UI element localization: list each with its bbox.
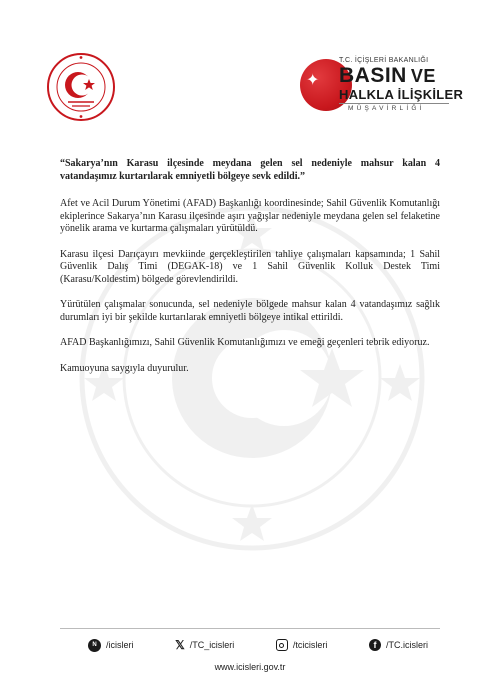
logo-star-icon: ✦ [306, 70, 320, 89]
social-handle: /tcicisleri [292, 640, 328, 650]
logo-title [339, 64, 436, 88]
nsosyal-icon: N [88, 639, 101, 652]
logo-ministry-text: T.C. İÇİŞLERİ BAKANLIĞI [339, 57, 429, 64]
social-instagram[interactable] [276, 639, 328, 651]
social-handle: /icisleri [106, 640, 134, 650]
logo-musavirligi: MÜŞAVİRLİĞİ [348, 105, 425, 112]
social-nsosyal[interactable] [88, 639, 134, 652]
paragraph-1: Afet ve Acil Durum Yönetimi (AFAD) Başkanlığı koordinesinde; Sahil Güvenlik Komutanlığı ekiplerince Sakarya’nın Karasu ilçesinde aşırı yağışlar nedeniyle meydana gelen sel felaketine yönelik arama ve kurtarma çalışmaları yürütüldü. [60, 198, 440, 234]
website-link[interactable]: www.icisleri.gov.tr [214, 662, 286, 672]
logo-title-basin: BASIN [339, 64, 407, 87]
social-handle: /TC_icisleri [189, 640, 235, 650]
basin-halkla-iliskiler-logo [300, 57, 472, 115]
logo-divider [339, 103, 449, 104]
paragraph-4: AFAD Başkanlığımızı, Sahil Güvenlik Komutanlığımızı ve emeği geçenleri tebrik ediyoruz. [60, 337, 430, 348]
logo-title-ve: VE [410, 66, 436, 86]
social-facebook[interactable] [369, 639, 428, 651]
paragraph-3: Yürütülen çalışmalar sonucunda, sel nedeniyle bölgede mahsur kalan 4 vatandaşımız sağlık durumları iyi bir şekilde kurtarılarak emniyetli bölgeye intikal ettirildi. [60, 299, 440, 323]
social-links [88, 637, 428, 653]
footer-divider [60, 628, 440, 629]
press-release-headline: “Sakarya’nın Karasu ilçesinde meydana gelen sel nedeniyle mahsur kalan 4 vatandaşımız kurtarılarak emniyetli bölgeye sevk edildi.” [60, 158, 440, 182]
logo-subtitle: HALKLA İLİŞKİLER [339, 87, 464, 102]
paragraph-2: Karasu ilçesi Darıçayırı mevkiinde gerçekleştirilen tahliye çalışmaları kapsamında; 1 Sahil Güvenlik Dalış Timi (DEGAK-18) ve 1 Sahil Güvenlik Kolluk Destek Timi (Karasu/Koldestim) bölgede görevlendirildi. [60, 248, 440, 285]
press-release-body [60, 158, 440, 388]
ministry-seal-logo [46, 52, 116, 122]
social-x[interactable] [175, 638, 234, 652]
instagram-icon [276, 639, 288, 651]
facebook-icon: f [369, 639, 381, 651]
x-icon: 𝕏 [175, 638, 185, 652]
paragraph-5: Kamuoyuna saygıyla duyurulur. [60, 362, 189, 374]
social-handle: /TC.icisleri [386, 640, 428, 650]
